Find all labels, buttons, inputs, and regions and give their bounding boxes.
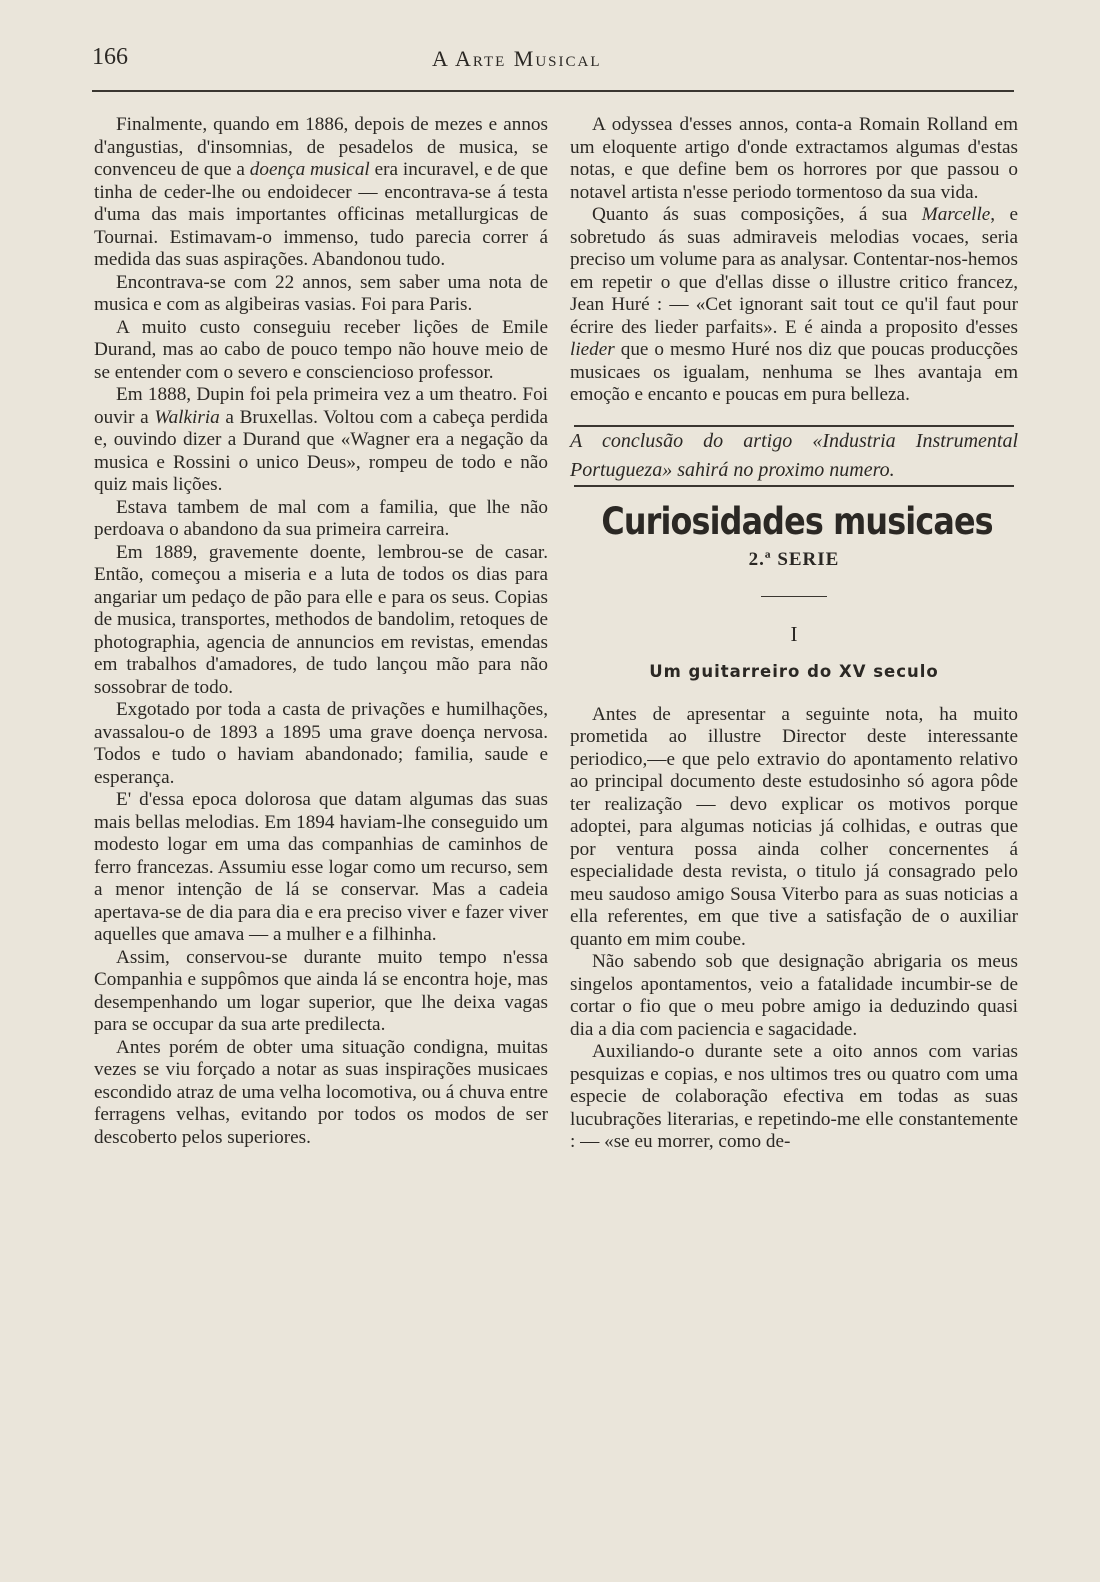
paragraph	[570, 204, 1018, 407]
text-segment: A odyssea d'esses annos, conta-a Romain Rolland em um eloquente artigo d'onde extractamos algumas d'estas notas, e que define bem os horrores por que passou o notavel artista n'esse periodo tormentoso da sua vida.	[570, 114, 1018, 203]
paragraph	[94, 542, 548, 700]
header-rule	[92, 90, 1014, 92]
text-segment: a Bruxellas. Voltou com a cabeça perdida e, ouvindo dizer a Durand que «Wagner era a negação da musica e Rossini o unico Deus», rompeu de todo e não quiz mais lições.	[94, 406, 548, 495]
text-segment: E' d'essa epoca dolorosa que datam algumas das suas mais bellas melodias. Em 1894 haviam-lhe conseguido um modesto logar em uma das companhias de caminhos de ferro francezas. Assumiu esse logar como um recurso, sem a menor intenção de lá se conservar. Mas a cadeia apertava-se de dia para dia e era preciso viver e fazer viver aquelles que amava — a mulher e a filhinha.	[94, 789, 548, 945]
running-title: A Arte Musical	[432, 46, 602, 71]
section-text	[570, 704, 1018, 1154]
text-segment: Finalmente, quando em 1886, depois de mezes e annos d'angustias, d'insomnias, de pesadelos de musica, se convenceu de que a	[94, 114, 548, 180]
text-segment: Exgotado por toda a casta de privações e humilhações, avassalou-o de 1893 a 1895 uma grave doença nervosa. Todos e tudo o haviam abandonado; familia, saude e esperança.	[94, 699, 548, 788]
right-column	[570, 114, 1018, 1154]
paragraph	[94, 1037, 548, 1150]
italic-text: doença musical	[249, 159, 370, 180]
text-segment: Auxiliando-o durante sete a oito annos com varias pesquizas e copias, e nos ultimos tres ou quatro com uma especie de colaboração efectiva em todas as suas lucubrações literarias, e repetindo-me elle constantemente : — «se eu morrer, como de-	[570, 1041, 1018, 1152]
running-header	[92, 44, 1012, 84]
paragraph	[570, 1041, 1018, 1154]
paragraph	[94, 789, 548, 947]
text-segment: Quanto ás suas composições, á sua	[592, 204, 922, 225]
continuation-note: A conclusão do artigo «Industria Instrumental Portugueza» sahirá no proximo numero.	[570, 429, 1018, 481]
left-article-text	[94, 114, 548, 1149]
short-rule	[761, 596, 827, 597]
text-segment: Antes porém de obter uma situação condigna, muitas vezes se viu forçado a notar as suas inspirações musicaes escondido atraz de uma velha locomotiva, ou á chuva entre ferragens velhas, evitando por todos os modos de ser descoberto pelos superiores.	[94, 1036, 548, 1148]
paragraph	[94, 272, 548, 317]
text-segment: era incuravel, e de que tinha de ceder-lhe ou endoidecer — encontrava-se á testa d'uma das mais importantes officinas metallurgicas de Tournai. Estimavam-o immenso, tudo parecia correr á medida das suas aspirações. Abandonou tudo.	[94, 159, 548, 270]
section-title: Curiosidades musicaes	[601, 499, 993, 543]
italic-text: Walkiria	[154, 406, 220, 428]
left-column	[94, 114, 548, 1149]
paragraph	[94, 114, 548, 272]
page-number: 166	[92, 44, 128, 70]
right-article-text	[570, 114, 1018, 407]
italic-text: lieder	[570, 339, 615, 360]
paragraph	[570, 951, 1018, 1041]
text-segment: Assim, conservou-se durante muito tempo n'essa Companhia e suppômos que ainda lá se encontra hoje, mas desempenhando um logar superior, que lhe deixa vagas para se occupar da sua arte predilecta.	[94, 946, 548, 1035]
paragraph	[94, 497, 548, 542]
paragraph	[94, 699, 548, 789]
text-segment: Não sabendo sob que designação abrigaria os meus singelos apontamentos, veio a fatalidade incumbir-se de cortar o fio que o meu pobre amigo ia deduzindo quasi dia a dia com paciencia e sagacidade.	[570, 951, 1018, 1040]
paragraph	[570, 114, 1018, 204]
chapter-number: I	[790, 621, 798, 646]
paragraph	[94, 947, 548, 1037]
text-segment: Em 1888, Dupin foi pela primeira vez a um theatro. Foi ouvir a	[94, 384, 548, 428]
text-segment: A muito custo conseguiu receber lições de Emile Durand, mas ao cabo de pouco tempo não houve meio de se entender com o severo e consciencioso professor.	[94, 316, 548, 383]
text-segment: Estava tambem de mal com a familia, que lhe não perdoava o abandono da sua primeira carreira.	[94, 496, 548, 540]
paragraph	[94, 317, 548, 385]
series-label: 2.ª SERIE	[748, 549, 840, 570]
paragraph	[94, 384, 548, 497]
text-segment: Antes de apresentar a seguinte nota, ha muito prometida ao illustre Director deste interessante periodico,—e que pelo extravio do apontamento relativo ao principal documento deste estudosinho só agora pôde ter realização — devo explicar os motivos porque adoptei, para algumas noticias já colhidas, e outras que por ventura possa ainda colher concernentes á especialidade desta revista, o titulo já consagrado pelo meu saudoso amigo Sousa Viterbo para as suas noticias a ella referentes, em que tive a satisfação de o auxiliar quanto em mim coube.	[570, 703, 1018, 950]
italic-text: Marcelle	[921, 204, 991, 225]
text-segment: que o mesmo Huré nos diz que poucas producções musicaes os igualam, nenhuma se lhes avantaja em emoção e encanto e poucas em pura belleza.	[570, 339, 1018, 405]
text-segment: , e sobretudo ás suas admiraveis melodias vocaes, seria preciso um volume para as analysar. Contentar-nos-hemos em repetir o que d'ellas disse o illustre critico francez, Jean Huré : — «Cet ignorant sait tout ce qu'il faut pour écrire des lieder parfaits». E é ainda a proposito d'esses	[570, 204, 1018, 338]
paragraph	[570, 704, 1018, 952]
section-subtitle: Um guitarreiro do XV seculo	[649, 662, 939, 681]
divider-rule	[574, 485, 1014, 487]
text-segment: Em 1889, gravemente doente, lembrou-se de casar. Então, começou a miseria e a luta de todos os dias para angariar um pedaço de pão para elle e para os seus. Copias de musica, transportes, methodos de bandolim, retoques de photographia, agencia de annuncios em revistas, emendas em trabalhos d'amadores, de tudo lançou mão para não sossobrar de todo.	[94, 541, 548, 698]
text-segment: Encontrava-se com 22 annos, sem saber uma nota de musica e com as algibeiras vasias. Foi para Paris.	[94, 271, 548, 315]
